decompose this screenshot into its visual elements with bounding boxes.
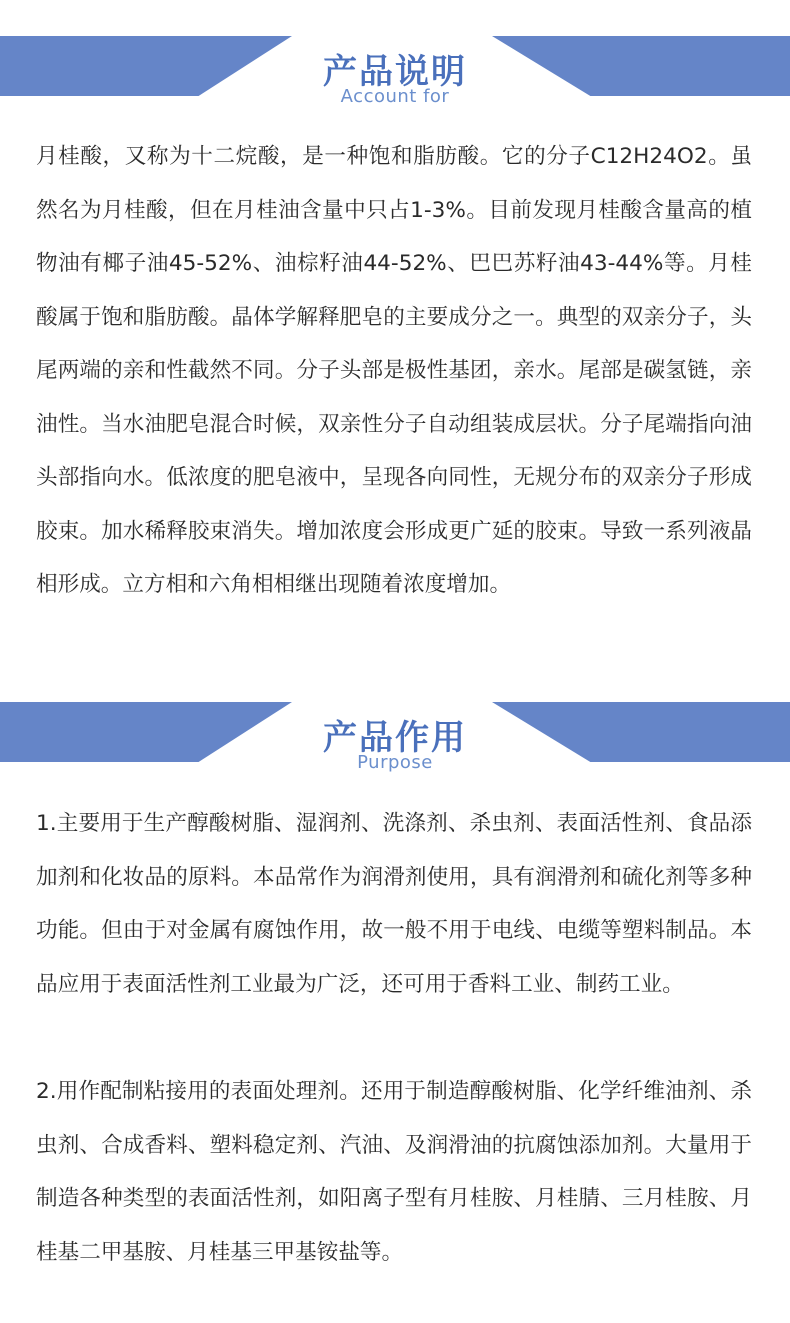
description-paragraph: 月桂酸，又称为十二烷酸，是一种饱和脂肪酸。它的分子C12H24O2。虽然名为月桂酸，但在月桂油含量中只占1-3%。目前发现月桂酸含量高的植物油有椰子油45-52%、油棕籽油44-52%、巴巴苏籽油43-44%等。月桂酸属于饱和脂肪酸。晶体学解释肥皂的主要成分之一。典型的双亲分子，头尾两端的亲和性截然不同。分子头部是极性基团，亲水。尾部是碳氢链，亲油性。当水油肥皂混合时候，双亲性分子自动组装成层状。分子尾端指向油头部指向水。低浓度的肥皂液中，呈现各向同性，无规分布的双亲分子形成胶束。加水稀释胶束消失。增加浓度会形成更广延的胶束。导致一系列液晶相形成。立方相和六角相相继出现随着浓度增加。 (36, 144, 752, 597)
section-title: 产品作用 (323, 718, 467, 758)
section-header-purpose (0, 702, 790, 773)
section-title: 产品说明 (323, 52, 467, 92)
purpose-paragraph-2: 2.用作配制粘接用的表面处理剂。还用于制造醇酸树脂、化学纤维油剂、杀虫剂、合成香料、塑料稳定剂、汽油、及润滑油的抗腐蚀添加剂。大量用于制造各种类型的表面活性剂，如阳离子型有月桂胺、月桂腈、三月桂胺、月桂基二甲基胺、月桂基三甲基铵盐等。 (36, 1079, 752, 1265)
section-subtitle: Purpose (357, 752, 433, 773)
section-header-account-for (0, 36, 790, 107)
purpose-paragraph-1: 1.主要用于生产醇酸树脂、湿润剂、洗涤剂、杀虫剂、表面活性剂、食品添加剂和化妆品的原料。本品常作为润滑剂使用，具有润滑剂和硫化剂等多种功能。但由于对金属有腐蚀作用，故一般不用于电线、电缆等塑料制品。本品应用于表面活性剂工业最为广泛，还可用于香料工业、制药工业。 (36, 811, 752, 997)
section-subtitle: Account for (340, 86, 450, 107)
